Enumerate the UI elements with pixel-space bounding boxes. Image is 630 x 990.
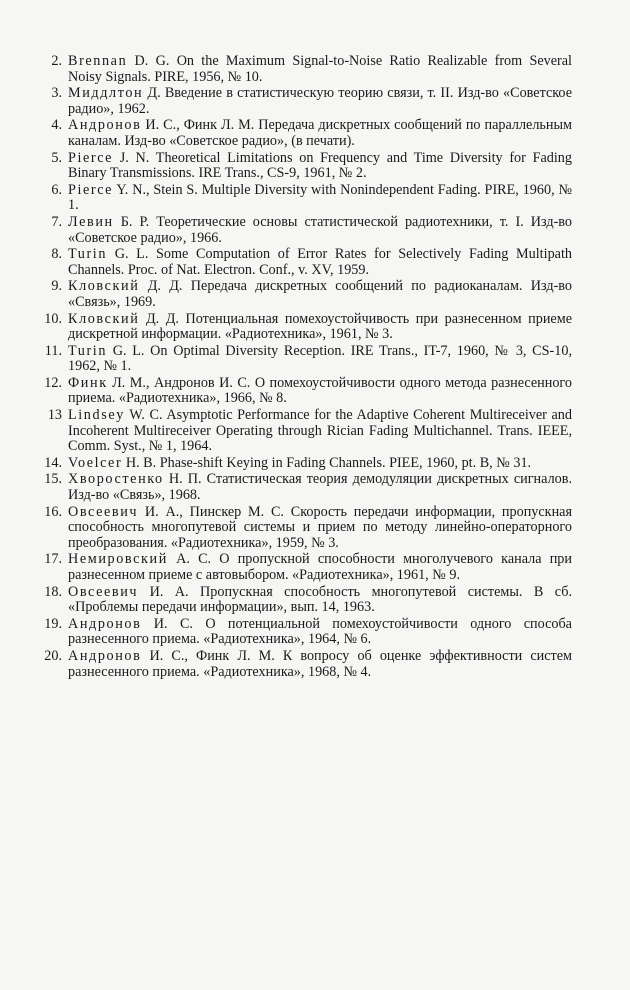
reference-item	[46, 585, 572, 616]
reference-item	[46, 344, 572, 375]
reference-author: Voelcer	[68, 454, 123, 471]
reference-number: 12.	[44, 374, 62, 391]
reference-item	[46, 54, 572, 85]
reference-author: Pierce	[68, 181, 114, 198]
reference-list	[46, 54, 572, 680]
reference-author: Кловский	[68, 310, 140, 327]
reference-text: А. С. О пропускной способности многолучевого канала при разнесенном приеме с автовыбором. «Радиотехника», 1961, № 9.	[68, 551, 572, 583]
reference-number: 16.	[44, 503, 62, 520]
reference-item	[46, 312, 572, 343]
reference-item	[46, 215, 572, 246]
reference-number: 6.	[51, 181, 62, 198]
reference-text: G. L. On Optimal Diversity Reception. IRE Trans., IT-7, 1960, № 3, CS-10, 1962, № 1.	[68, 342, 572, 375]
reference-text: W. C. Asymptotic Performance for the Adaptive Coherent Multireceiver and Incoherent Multireceiver Operating through Rician Fading Multichannel. Trans. IEEE, Comm. Syst., № 1, 1964.	[68, 407, 572, 455]
reference-text: H. B. Phase-shift Keying in Fading Channels. PIEE, 1960, pt. B, № 31.	[122, 454, 532, 471]
reference-item	[46, 376, 572, 407]
reference-author: Brennan	[68, 53, 128, 69]
reference-text: G. L. Some Computation of Error Rates for Selectively Fading Multipath Channels. Proc. of Nat. Electron. Conf., v. XV, 1959.	[68, 246, 572, 278]
reference-item	[46, 617, 572, 648]
reference-text: J. N. Theoretical Limitations on Frequency and Time Diversity for Fading Binary Transmissions. IRE Trans., CS-9, 1961, № 2.	[68, 149, 572, 182]
reference-text: Н. П. Статистическая теория демодуляции дискретных сигналов. Изд-во «Связь», 1968.	[68, 471, 572, 504]
reference-number: 3.	[51, 85, 62, 102]
reference-text: Д. Введение в статистическую теорию связи, т. II. Изд-во «Советское радио», 1962.	[68, 85, 572, 117]
reference-item	[46, 408, 572, 455]
reference-author: Turin	[68, 342, 108, 359]
reference-author: Turin	[68, 246, 108, 263]
reference-item	[46, 279, 572, 310]
reference-author: Pierce	[68, 149, 114, 166]
reference-item	[46, 472, 572, 503]
reference-author: Миддлтон	[68, 85, 144, 102]
reference-text: Л. М., Андронов И. С. О помехоустойчивости одного метода разнесенного приема. «Радиотехника», 1966, № 8.	[68, 374, 572, 407]
reference-text: И. С., Финк Л. М. К вопросу об оценке эффективности систем разнесенного приема. «Радиотехника», 1968, № 4.	[68, 647, 572, 680]
reference-author: Lindsey	[68, 407, 125, 424]
reference-item	[46, 86, 572, 117]
reference-number: 7.	[51, 213, 62, 230]
reference-text: Д. Д. Передача дискретных сообщений по радиоканалам. Изд-во «Связь», 1969.	[68, 278, 572, 310]
reference-text: Д. Д. Потенциальная помехоустойчивость при разнесенном приеме дискретной информации. «Радиотехника», 1961, № 3.	[68, 310, 572, 343]
reference-item	[46, 456, 572, 472]
reference-text: D. G. On the Maximum Signal-to-Noise Ratio Realizable from Several Noisy Signals. PIRE, 1956, № 10.	[68, 53, 572, 85]
reference-author: Овсеевич	[68, 583, 139, 600]
reference-number: 20.	[44, 647, 62, 664]
reference-text: И. С., Финк Л. М. Передача дискретных сообщений по параллельным каналам. Изд-во «Советское радио», (в печати).	[68, 117, 572, 149]
reference-author: Андронов	[68, 647, 142, 664]
reference-number: 10.	[44, 310, 62, 327]
reference-item	[46, 505, 572, 552]
reference-author: Хворостенко	[68, 471, 164, 488]
reference-number: 14.	[44, 454, 62, 471]
reference-item	[46, 552, 572, 583]
reference-text: И. А. Пропускная способность многопутевой системы. В сб. «Проблемы передачи информации», вып. 14, 1963.	[68, 583, 572, 616]
reference-number: 8.	[51, 246, 62, 263]
reference-number: 9.	[51, 278, 62, 295]
reference-text: Y. N., Stein S. Multiple Diversity with Nonindependent Fading. PIRE, 1960, № 1.	[68, 181, 572, 214]
reference-number: 2.	[51, 53, 62, 69]
reference-author: Кловский	[68, 278, 140, 295]
reference-item	[46, 649, 572, 680]
reference-number: 11.	[44, 342, 62, 359]
reference-number: 4.	[51, 117, 62, 134]
reference-author: Андронов	[68, 615, 142, 632]
reference-text: И. С. О потенциальной помехоустойчивости одного способа разнесенного приема. «Радиотехника», 1964, № 6.	[68, 615, 572, 648]
reference-number: 19.	[44, 615, 62, 632]
reference-item	[46, 151, 572, 182]
reference-text: Б. Р. Теоретические основы статистической радиотехники, т. I. Изд-во «Советское радио», 1966.	[68, 213, 572, 246]
reference-item	[46, 118, 572, 149]
reference-item	[46, 247, 572, 278]
reference-text: И. А., Пинскер М. С. Скорость передачи информации, пропускная способность многопутевой системы и прием по методу линейно-операторного преобразования. «Радиотехника», 1959, № 3.	[68, 503, 572, 551]
reference-author: Немировский	[68, 551, 168, 568]
reference-number: 5.	[51, 149, 62, 166]
reference-author: Финк	[68, 374, 108, 391]
reference-number: 18.	[44, 583, 62, 600]
reference-item	[46, 183, 572, 214]
reference-author: Овсеевич	[68, 503, 139, 520]
reference-number: 15.	[44, 471, 62, 488]
reference-author: Андронов	[68, 117, 142, 134]
reference-author: Левин	[68, 213, 114, 230]
reference-number: 13	[47, 407, 62, 424]
reference-number: 17.	[44, 551, 62, 568]
